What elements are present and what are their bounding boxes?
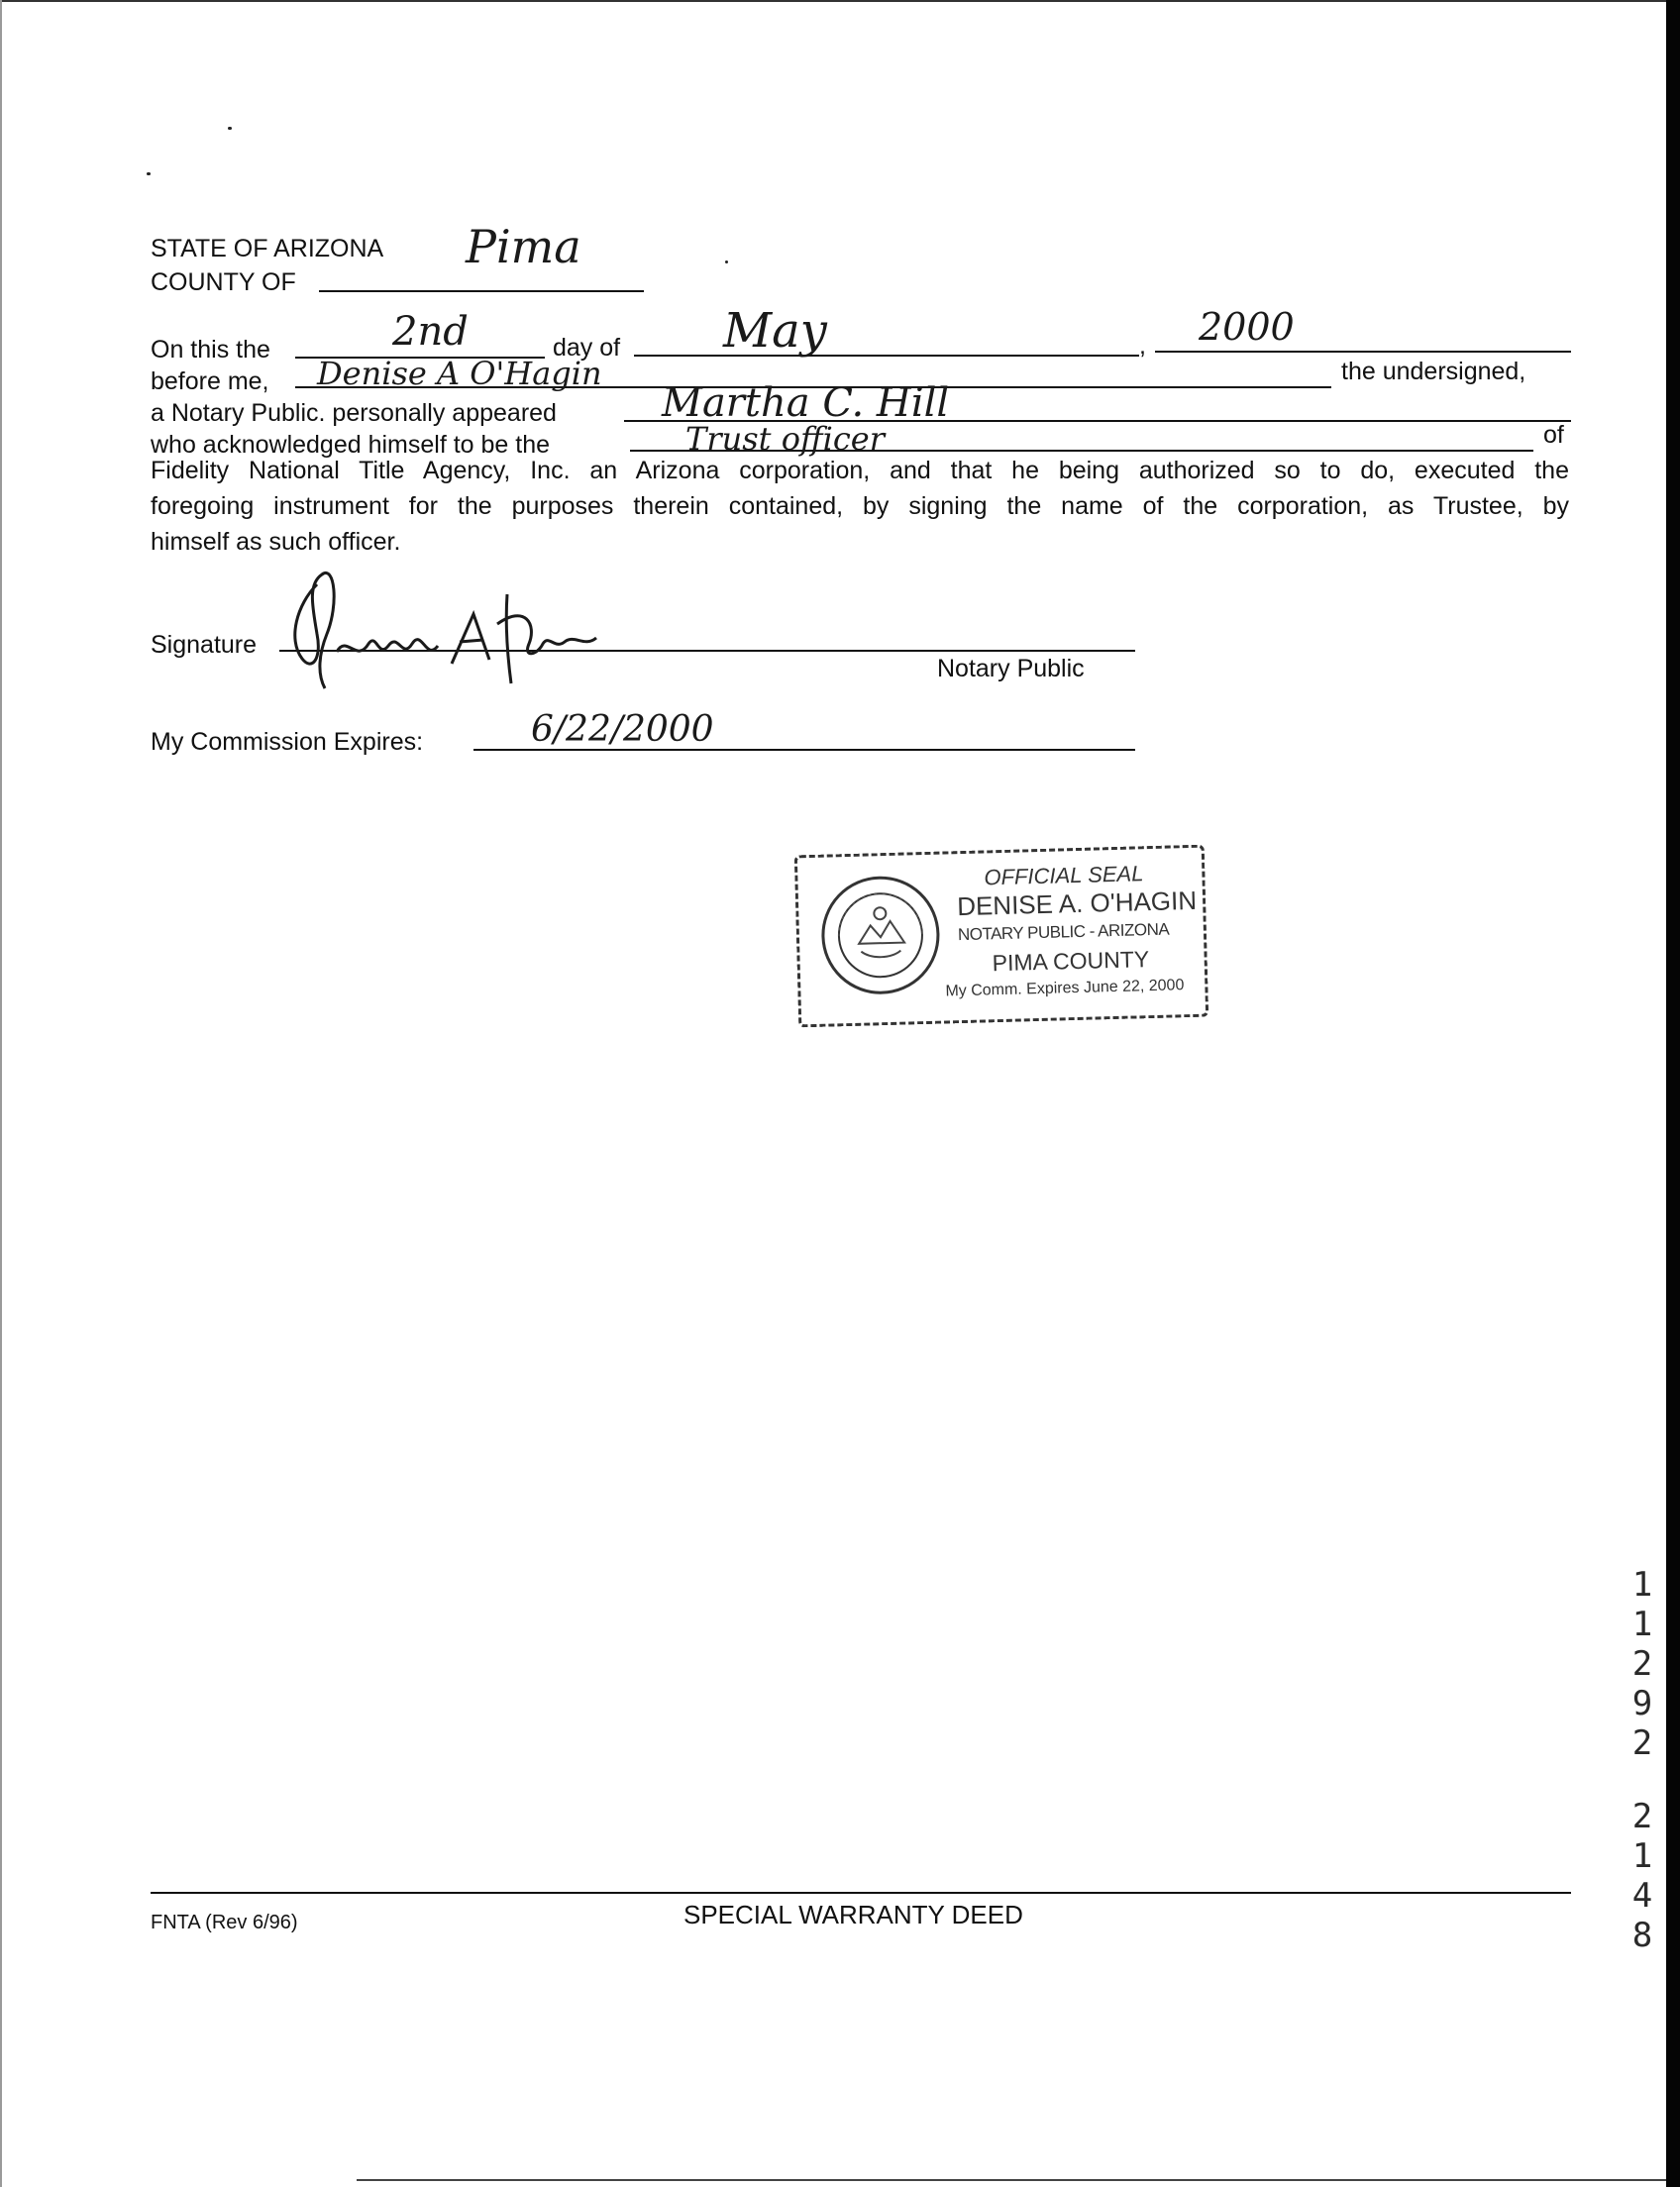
official-seal-stamp: [794, 845, 1208, 1028]
scan-left-edge: [0, 0, 2, 2187]
recording-digit: 1: [1631, 1565, 1653, 1605]
recording-digit: 1: [1631, 1836, 1653, 1876]
scan-speck: [147, 172, 151, 175]
notary-signature-graphic: [277, 565, 604, 693]
notary-name-handwritten-value: Denise A O'Hagin: [317, 355, 602, 392]
seal-line-county: PIMA COUNTY: [992, 946, 1150, 977]
seal-line-expires: My Comm. Expires June 22, 2000: [945, 977, 1185, 1000]
scan-top-edge: [0, 0, 1680, 2]
year-underline: [1155, 351, 1571, 353]
recording-number: [1625, 1565, 1660, 1955]
seal-line-official: OFFICIAL SEAL: [984, 861, 1144, 890]
county-handwritten-value: Pima: [466, 220, 581, 273]
recording-digit: 4: [1631, 1876, 1653, 1916]
county-underline: [319, 290, 644, 292]
comma: ,: [1139, 332, 1146, 360]
month-underline: [634, 355, 1139, 357]
recording-digit: 8: [1631, 1916, 1653, 1955]
notary-public-label: Notary Public: [937, 655, 1085, 682]
scan-right-edge: [1666, 0, 1680, 2187]
state-line: STATE OF ARIZONA: [151, 235, 384, 262]
form-code: FNTA (Rev 6/96): [151, 1912, 298, 1933]
paragraph-line: Fidelity National Title Agency, Inc. an Arizona corporation, and that he being authorized so to do, executed the: [151, 457, 1569, 484]
paragraph-line: himself as such officer.: [151, 528, 401, 556]
recording-digit: 2: [1631, 1797, 1653, 1836]
recording-digit: 1: [1631, 1605, 1653, 1644]
recording-digit: 2: [1631, 1644, 1653, 1684]
title-handwritten-value: Trust officer: [685, 420, 886, 458]
the-undersigned-label: the undersigned,: [1341, 358, 1526, 385]
commission-handwritten-value: 6/22/2000: [531, 709, 714, 750]
document-title: SPECIAL WARRANTY DEED: [683, 1900, 1023, 1929]
bottom-scan-line: [357, 2179, 1666, 2181]
before-me-label: before me,: [151, 367, 269, 395]
paragraph-line: foregoing instrument for the purposes therein contained, by signing the name of the corporation, as Trustee, by: [151, 492, 1569, 520]
county-label: COUNTY OF: [151, 268, 296, 296]
signature-label: Signature: [151, 631, 258, 659]
acknowledgment-paragraph: [151, 453, 1569, 560]
state-seal-emblem: [817, 873, 943, 998]
of-label: of: [1543, 421, 1564, 449]
scan-speck: [228, 127, 232, 130]
recording-digit: 2: [1631, 1723, 1653, 1763]
scan-speck: [725, 260, 728, 263]
personally-appeared-label: a Notary Public. personally appeared: [151, 399, 557, 427]
month-handwritten-value: May: [723, 303, 827, 359]
on-this-the-label: On this the: [151, 336, 270, 364]
footer-rule: [151, 1892, 1571, 1894]
seal-line-notary: NOTARY PUBLIC - ARIZONA: [957, 919, 1170, 945]
recording-digit: 9: [1631, 1684, 1653, 1723]
day-handwritten-value: 2nd: [392, 309, 469, 355]
day-of-label: day of: [553, 334, 621, 362]
acknowledged-label: who acknowledged himself to be the: [151, 431, 551, 459]
seal-line-name: DENISE A. O'HAGIN: [956, 885, 1198, 922]
appeared-name-handwritten-value: Martha C. Hill: [662, 380, 950, 426]
commission-label: My Commission Expires:: [151, 728, 424, 756]
year-handwritten-value: 2000: [1199, 305, 1295, 349]
recording-digit-gap: [1625, 1763, 1660, 1797]
